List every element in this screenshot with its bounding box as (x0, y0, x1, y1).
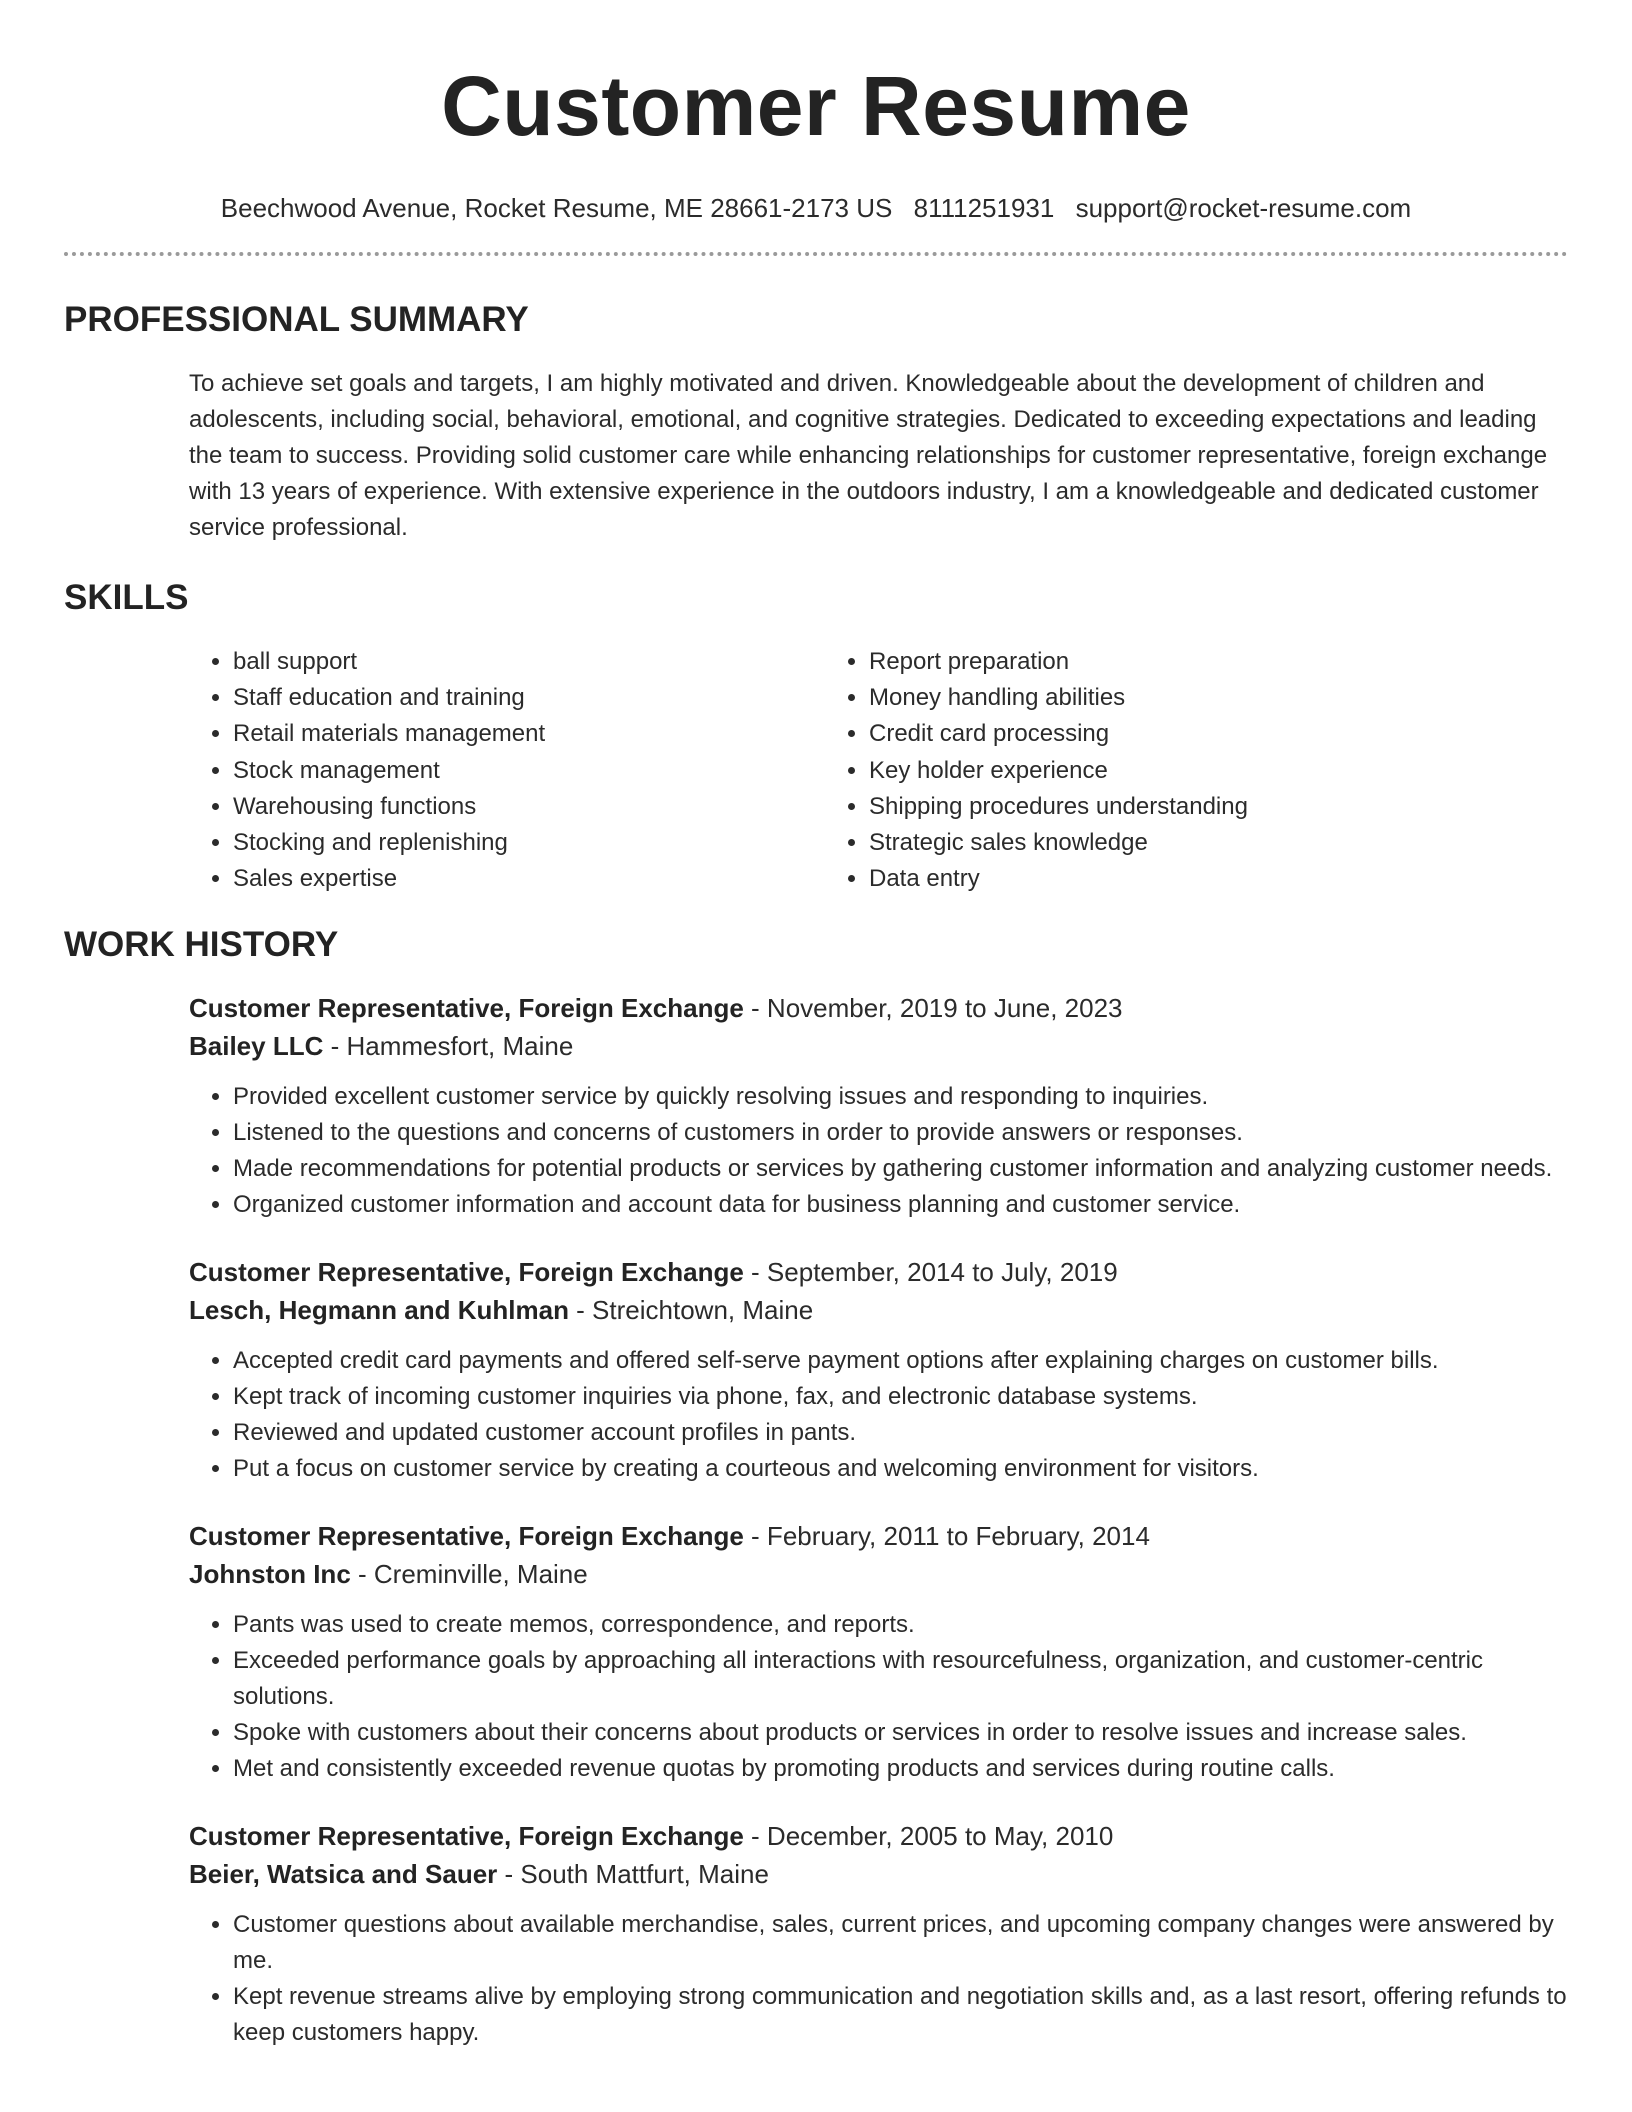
contact-line (64, 192, 1568, 224)
skill-item: • Stock management (233, 753, 825, 789)
job-bullets (189, 1079, 1568, 1223)
job-location: - Hammesfort, Maine (323, 1031, 574, 1062)
contact-address: Beechwood Avenue, Rocket Resume, ME 28661-2173 US (220, 193, 893, 223)
job-company-line (189, 1027, 1568, 1065)
contact-phone: 8111251931 (913, 193, 1055, 223)
job-title-line (189, 989, 1568, 1027)
skills-list (189, 644, 1568, 897)
job-bullet: • Reviewed and updated customer account profiles in pants. (233, 1415, 1568, 1451)
job-bullet: • Provided excellent customer service by quickly resolving issues and responding to inquiries. (233, 1079, 1568, 1115)
job-bullet: • Spoke with customers about their concerns about products or services in order to resolve issues and increase sales. (233, 1715, 1568, 1751)
skill-item: • Key holder experience (869, 753, 1568, 789)
job-position: Customer Representative, Foreign Exchange (189, 1821, 744, 1852)
job-title-line (189, 1517, 1568, 1555)
job-company-line (189, 1291, 1568, 1329)
job-location: - South Mattfurt, Maine (497, 1859, 769, 1890)
job-position: Customer Representative, Foreign Exchange (189, 1257, 744, 1288)
job-entry (189, 1253, 1568, 1487)
work-history-heading: WORK HISTORY (64, 925, 339, 965)
job-bullets (189, 1607, 1568, 1787)
job-bullets (189, 1907, 1568, 2051)
job-bullet: • Met and consistently exceeded revenue quotas by promoting products and services during routine calls. (233, 1751, 1568, 1787)
job-bullets (189, 1343, 1568, 1487)
job-bullet: • Accepted credit card payments and offered self-serve payment options after explaining charges on customer bills. (233, 1343, 1568, 1379)
skill-item: • Warehousing functions (233, 789, 825, 825)
job-entry (189, 989, 1568, 1223)
skill-item: • Stocking and replenishing (233, 825, 825, 861)
job-bullet: • Exceeded performance goals by approaching all interactions with resourcefulness, organization, and customer-centric solutions. (233, 1643, 1568, 1715)
skill-item: • Retail materials management (233, 716, 825, 752)
job-bullet: • Pants was used to create memos, correspondence, and reports. (233, 1607, 1568, 1643)
job-bullet: • Customer questions about available merchandise, sales, current prices, and upcoming company changes were answered by me. (233, 1907, 1568, 1979)
summary-heading: PROFESSIONAL SUMMARY (64, 300, 529, 339)
job-bullet: • Listened to the questions and concerns of customers in order to provide answers or responses. (233, 1115, 1568, 1151)
job-position: Customer Representative, Foreign Exchange (189, 993, 744, 1024)
job-bullet: • Put a focus on customer service by creating a courteous and welcoming environment for visitors. (233, 1451, 1568, 1487)
header-divider (64, 252, 1568, 256)
job-company: Bailey LLC (189, 1031, 324, 1062)
skill-item: • Report preparation (869, 644, 1568, 680)
skills-column-right (825, 644, 1568, 897)
job-title-line (189, 1817, 1568, 1855)
job-company: Johnston Inc (189, 1559, 351, 1590)
skills-heading: SKILLS (64, 578, 189, 617)
job-company-line (189, 1855, 1568, 1893)
resume-name: Customer Resume (441, 59, 1191, 153)
job-entry (189, 1517, 1568, 1787)
skill-item: • Money handling abilities (869, 680, 1568, 716)
summary-text: To achieve set goals and targets, I am highly motivated and driven. Knowledgeable about the development of children and adolescents, including social, behavioral, emotional, and cognitive strategies. Dedicated to exceeding expectations and leading the team to success. Providing solid customer care while enhancing relationships for customer representative, foreign exchange with 13 years of experience. With extensive experience in the outdoors industry, I am a knowledgeable and dedicated customer service professional. (189, 370, 1548, 541)
job-bullet: • Kept track of incoming customer inquiries via phone, fax, and electronic database systems. (233, 1379, 1568, 1415)
job-location: - Streichtown, Maine (568, 1295, 814, 1326)
skills-column-left (189, 644, 825, 897)
job-position: Customer Representative, Foreign Exchange (189, 1521, 744, 1552)
job-bullet: • Kept revenue streams alive by employing strong communication and negotiation skills and, as a last resort, offering refunds to keep customers happy. (233, 1979, 1568, 2051)
skill-item: • Strategic sales knowledge (869, 825, 1568, 861)
skill-item: • Data entry (869, 861, 1568, 897)
job-company: Beier, Watsica and Sauer (189, 1859, 498, 1890)
job-title-line (189, 1253, 1568, 1291)
job-location: - Creminville, Maine (350, 1559, 588, 1590)
skill-item: • Shipping procedures understanding (869, 789, 1568, 825)
job-entry (189, 1817, 1568, 2051)
job-bullet: • Made recommendations for potential products or services by gathering customer information and analyzing customer needs. (233, 1151, 1568, 1187)
skill-item: • Staff education and training (233, 680, 825, 716)
skill-item: • ball support (233, 644, 825, 680)
job-dates: - November, 2019 to June, 2023 (743, 993, 1123, 1024)
job-company-line (189, 1555, 1568, 1593)
skill-item: • Credit card processing (869, 716, 1568, 752)
job-dates: - September, 2014 to July, 2019 (743, 1257, 1118, 1288)
job-bullet: • Organized customer information and account data for business planning and customer service. (233, 1187, 1568, 1223)
contact-email: support@rocket-resume.com (1075, 193, 1412, 223)
job-dates: - December, 2005 to May, 2010 (743, 1821, 1114, 1852)
job-company: Lesch, Hegmann and Kuhlman (189, 1295, 569, 1326)
skill-item: • Sales expertise (233, 861, 825, 897)
job-dates: - February, 2011 to February, 2014 (743, 1521, 1150, 1552)
